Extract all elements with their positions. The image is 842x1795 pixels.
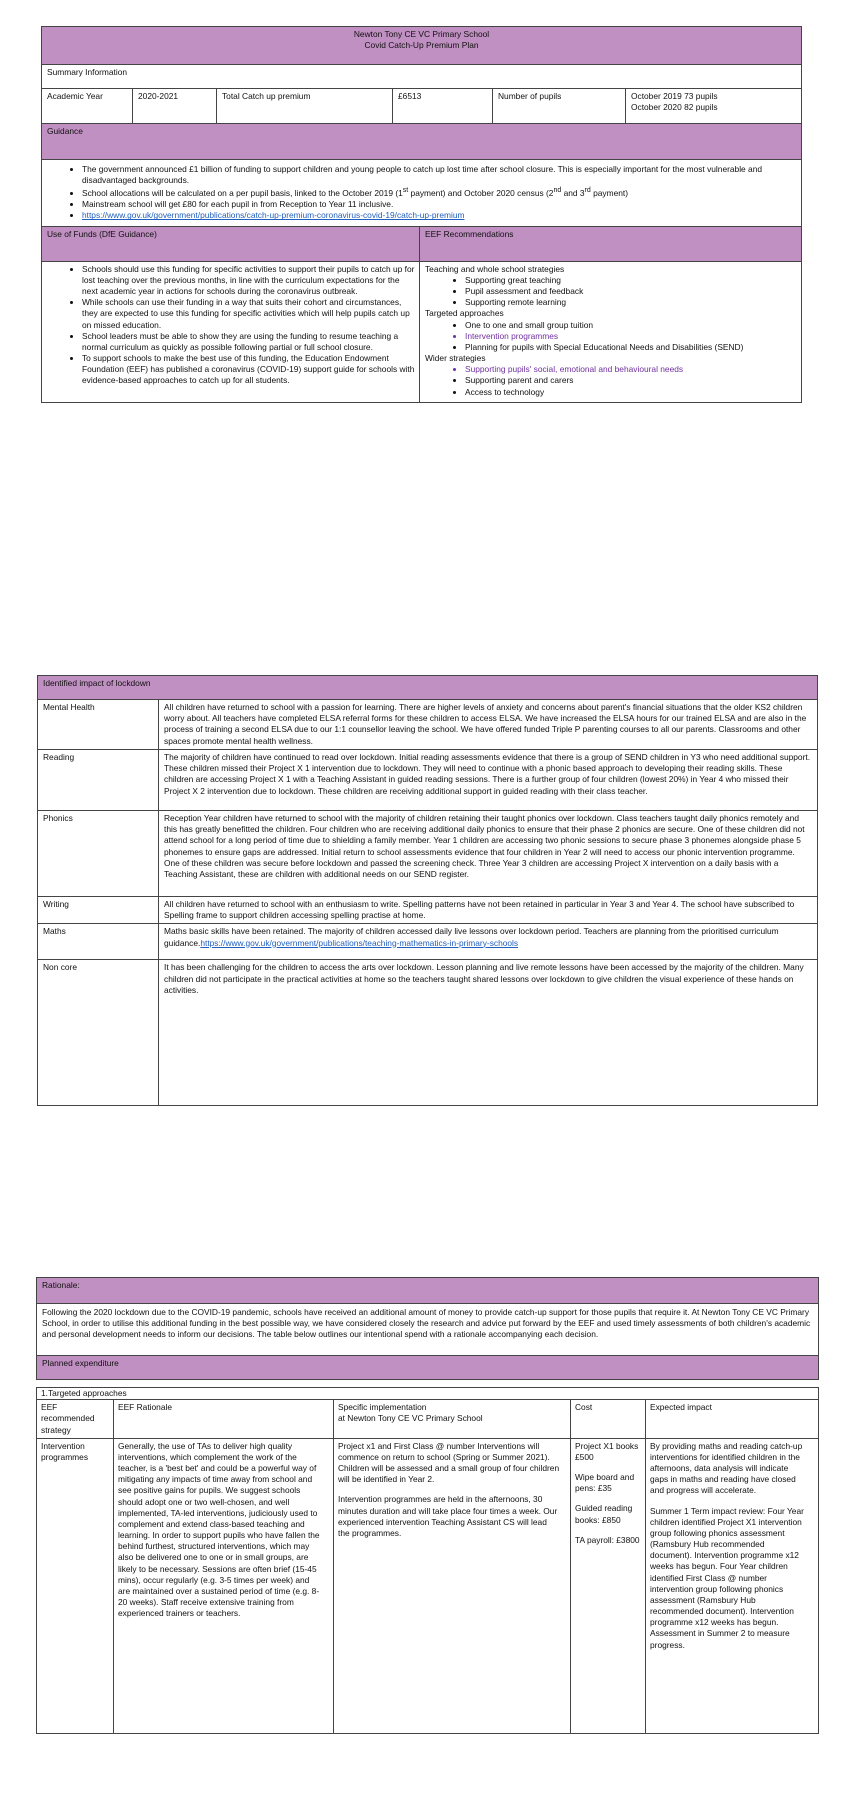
row-strategy: Intervention programmes — [37, 1438, 114, 1733]
col-cost: Cost — [571, 1400, 646, 1439]
use-of-funds-heading: Use of Funds (DfE Guidance) — [42, 226, 420, 261]
row-implementation — [334, 1438, 571, 1733]
impact-page — [37, 675, 817, 1106]
funds-item: • Schools should use this funding for specific activities to support their pupils to catch up for lost teaching over the previous months, in line with the curriculum expectations for the next academic year in actions for schools during the coronavirus outbreak. — [82, 264, 416, 298]
impact-text: The majority of children have continued to read over lockdown. Initial reading assessments evidence that there is a group of SEND children in Y3 who need additional support. These children missed their Project X 1 intervention due to lockdown. They will need to continue with a phonic based approach to developing their reading skills. These children are accessing Project X 1 with a Teaching Assistant in guided reading sessions. There is a further group of four children (lowest 20%) in Year 4 who missed their Project X 2 intervention due to lockdown. These children are receiving additional support in guided reading with their class teacher. — [159, 750, 818, 811]
pupils-2019: October 2019 73 pupils — [631, 91, 718, 101]
section-label: 1.Targeted approaches — [37, 1388, 819, 1400]
summary-heading: Summary Information — [42, 65, 802, 89]
eef-item: • Pupil assessment and feedback — [465, 286, 798, 297]
col-strategy: EEF recommended strategy — [37, 1400, 114, 1439]
guidance-heading: Guidance — [42, 124, 802, 160]
summary-page — [41, 26, 801, 403]
eef-group: Targeted approaches — [425, 308, 504, 319]
eef-item: • Planning for pupils with Special Educational Needs and Disabilities (SEND) — [465, 342, 798, 353]
eef-group: Wider strategies — [425, 353, 486, 364]
impact-text: All children have returned to school with a passion for learning. There are higher levels of anxiety and concerns about parent's financial situations that the older KS2 children worry about. All teachers have completed ELSA referral forms for these children to access ELSA. We have increased the ELSA hours for our trained ELSA and are also in the process of training a second ELSA due to our 1:1 counsellor leaving the school. We have offered funded Triple P parenting courses to all our parents. Classrooms and other spaces promote mental health wellness. — [159, 700, 818, 750]
row-impact — [646, 1438, 819, 1733]
eef-item: • Access to technology — [465, 387, 798, 398]
impact-text: All children have returned to school with an enthusiasm to write. Spelling patterns have not been retained in particular in Year 3 and Year 4. The school have subscribed to Spelling frame to support children accessing spelling practise at home. — [159, 897, 818, 924]
maths-guidance-link[interactable]: https://www.gov.uk/government/publications/teaching-mathematics-in-primary-schools — [200, 937, 519, 948]
impact-area: Reading — [38, 750, 159, 811]
academic-year-value: 2020-2021 — [133, 89, 217, 124]
school-name: Newton Tony CE VC Primary School — [353, 29, 490, 39]
guidance-item: • School allocations will be calculated on a per pupil basis, linked to the October 2019 (1st payment) and October 2020 census (2nd and 3rd payment) — [82, 186, 796, 199]
impact-paragraph: Summer 1 Term impact review: Four Year children identified Project X1 intervention group following phonics assessment (Ramsbury Hub recommended document). Intervention programme x12 weeks has begun. Four Year children identified First Class @ number intervention group following phonics assessment (Ramsbury Hub recommended document). Intervention programme x12 weeks has begun. Assessment in Summer 2 to measure progress. — [650, 1505, 804, 1650]
eef-item: • Supporting pupils' social, emotional and behavioural needs — [465, 364, 798, 375]
eef-item: • Intervention programmes — [465, 331, 798, 342]
eef-item: • Supporting remote learning — [465, 297, 798, 308]
funds-item: • To support schools to make the best use of this funding, the Education Endowment Foundation (EEF) has published a coronavirus (COVID-19) support guide for schools with evidence-based approaches to catch up for all students. — [82, 353, 416, 387]
eef-item: • Supporting great teaching — [465, 275, 798, 286]
cost-line: TA payroll: £3800 — [575, 1534, 640, 1545]
row-cost — [571, 1438, 646, 1733]
guidance-link[interactable]: https://www.gov.uk/government/publications/catch-up-premium-coronavirus-covid-19/catch-up-premium — [82, 210, 465, 221]
plan-title: Covid Catch-Up Premium Plan — [364, 40, 479, 51]
impact-table — [37, 675, 818, 1106]
col-impact: Expected impact — [646, 1400, 819, 1439]
impact-area: Non core — [38, 960, 159, 1106]
planned-expenditure-heading: Planned expenditure — [37, 1356, 819, 1380]
guidance-link-item — [82, 210, 796, 221]
col-impl-line: Specific implementation — [338, 1402, 427, 1413]
cost-line: Project X1 books £500 — [575, 1440, 639, 1462]
rationale-text: Following the 2020 lockdown due to the COVID-19 pandemic, schools have received an additional amount of money to provide catch-up support for those pupils that require it. At Newton Tony CE VC Primary School, in order to utilise this additional funding in the best possible way, we have considered closely the research and advice put forward by the EEF and used timely assessments of both children's academic and personal development needs to inform our decisions. The table below outlines our intentional spend with a rationale accompanying each decision. — [37, 1304, 819, 1356]
academic-year-label: Academic Year — [42, 89, 133, 124]
impact-area: Phonics — [38, 811, 159, 897]
impact-paragraph: By providing maths and reading catch-up interventions for identified children in the afternoons, data analysis will indicate gaps in maths and reading have closed and progress will accelerate. — [650, 1440, 803, 1496]
total-label: Total Catch up premium — [217, 89, 393, 124]
pupils-value — [626, 89, 802, 124]
cost-line: Wipe board and pens: £35 — [575, 1472, 635, 1494]
impact-area: Maths — [38, 924, 159, 960]
funds-item: • School leaders must be able to show they are using the funding to resume teaching a normal curriculum as quickly as possible following partial or full school closure. — [82, 331, 416, 353]
pupils-2020: October 2020 82 pupils — [631, 102, 718, 113]
expenditure-table — [36, 1387, 819, 1734]
rationale-heading: Rationale: — [37, 1278, 819, 1304]
total-value: £6513 — [393, 89, 493, 124]
expenditure-page — [36, 1277, 818, 1734]
impact-text: It has been challenging for the children to access the arts over lockdown. Lesson planning and live remote lessons have been accessed by the majority of the children. Many children did not participate in the practical activities at home so the teachers taught shared lessons over lockdown to give children the visual experience of these hands on activities. — [159, 960, 818, 1106]
use-of-funds-body — [42, 261, 420, 402]
impl-paragraph: Intervention programmes are held in the afternoons, 30 minutes duration and will take place four times a week. Our experienced intervention Teaching Assistant CS will lead the programmes. — [338, 1494, 558, 1538]
guidance-body — [42, 160, 802, 227]
eef-item: • One to one and small group tuition — [465, 320, 798, 331]
maths-text: Maths basic skills have been retained. The majority of children accessed daily live lessons over lockdown period. Teachers are planning from the prioritised curriculum guidance. — [164, 926, 779, 948]
guidance-item: • Mainstream school will get £80 for each pupil in from Reception to Year 11 inclusive. — [82, 199, 796, 210]
pupils-label: Number of pupils — [493, 89, 626, 124]
plan-header — [42, 27, 802, 65]
rationale-table — [36, 1277, 819, 1380]
impact-area: Writing — [38, 897, 159, 924]
col-implementation — [334, 1400, 571, 1439]
impact-heading: Identified impact of lockdown — [38, 676, 818, 700]
eef-body — [420, 261, 802, 402]
impl-paragraph: Project x1 and First Class @ number Interventions will commence on return to school (Spring or Summer 2021). Children will be assessed and a small group of four children will be identified in Year 2. — [338, 1440, 560, 1485]
summary-table — [41, 26, 802, 227]
guidance-item: • The government announced £1 billion of funding to support children and young people to catch up lost time after school closure. This is especially important for the most vulnerable and disadvantaged backgrounds. — [82, 164, 796, 186]
impact-text — [159, 924, 818, 960]
eef-item: • Supporting parent and carers — [465, 375, 798, 386]
eef-heading: EEF Recommendations — [420, 226, 802, 261]
impact-text: Reception Year children have returned to school with the majority of children retaining their taught phonics over lockdown. Class teachers taught daily phonics remotely and this has greatly benefitted the children. Four children who are receiving additional daily phonics to ensure that their phase 2 phonics are secure. One of these children did not attend school for a long period of time due to shielding a family member. Year 1 children are accessing two phonic sessions to secure phase 3 phonemes alongside phase 5 phonemes to ensure gaps are addressed. Initial return to school assessments evidence that four children in Year 2 will need to access our phonic intervention programme. One of these children was secure before lockdown and passed the screening check. Three Year 3 children are accessing Project X intervention on a daily basis with a Teaching Assistant, these are children with additional needs on our SEND register. — [159, 811, 818, 897]
eef-group: Teaching and whole school strategies — [425, 263, 565, 274]
funds-item: • While schools can use their funding in a way that suits their cohort and circumstances, they are expected to use this funding for specific activities which will help pupils catch up on missed education. — [82, 297, 416, 331]
col-impl-line: at Newton Tony CE VC Primary School — [338, 1413, 483, 1424]
col-rationale: EEF Rationale — [114, 1400, 334, 1439]
cost-line: Guided reading books: £850 — [575, 1503, 633, 1525]
impact-area: Mental Health — [38, 700, 159, 750]
row-rationale: Generally, the use of TAs to deliver high quality interventions, which complement the work of the teacher, is a 'best bet' and could be a powerful way of mitigating any impacts of time away from school and see positive gains for pupils. We suggest schools should adopt one or two well-chosen, and well implemented, TA-led interventions, judiciously used to complement and extend class-based teaching and learning. In order to support pupils who have fallen the behind furthest, structured interventions, which may also be delivered one to one or in small groups, are likely to be necessary. Sessions are often brief (15-45 mins), occur regularly (e.g. 3-5 times per week) and are maintained over a sustained period of time (e.g. 8-20 weeks). Staff receive extensive training from experienced trainers or teachers. — [114, 1438, 334, 1733]
funds-table — [41, 226, 802, 403]
